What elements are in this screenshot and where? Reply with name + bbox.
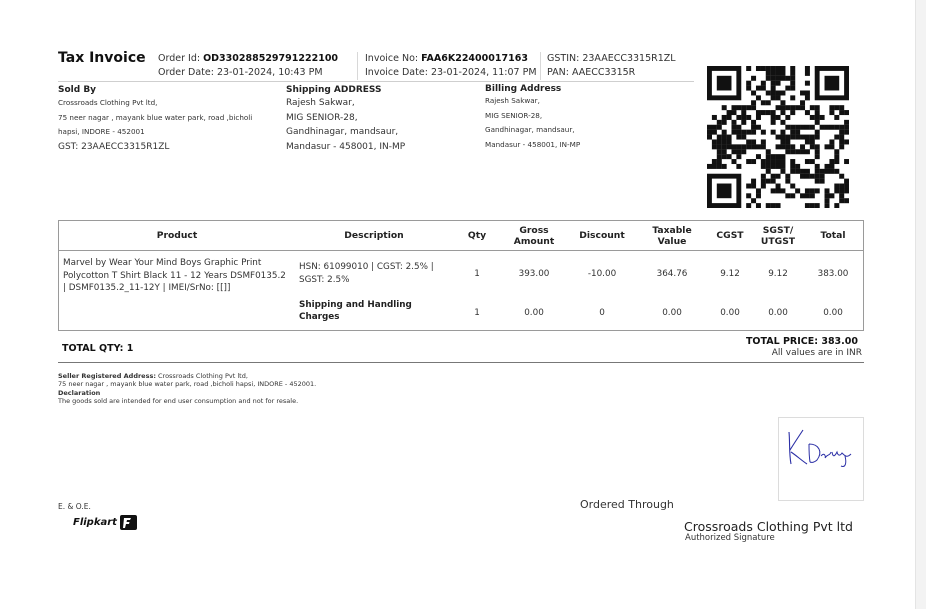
declaration-text: The goods sold are intended for end user consumption and not for resale. [58, 397, 299, 406]
ordered-through: Ordered Through [580, 498, 674, 511]
pan-label: PAN: [547, 67, 569, 78]
cell-discount: -10.00 [587, 268, 617, 279]
sold-by-line: 75 neer nagar , mayank blue water park, road ,bicholi [58, 112, 253, 122]
invoice-info [365, 52, 537, 80]
declaration-heading: Declaration [58, 388, 101, 397]
cell-total: 383.00 [817, 268, 849, 279]
sold-by-heading: Sold By [58, 85, 97, 95]
gstin-label: GSTIN: [547, 53, 580, 64]
sold-by-line: hapsi, INDORE - 452001 [58, 127, 145, 136]
col-description: Description [295, 221, 453, 251]
col-taxable: Taxable Value [637, 221, 707, 251]
flipkart-logo-icon [120, 515, 137, 530]
cell-discount: 0 [599, 307, 605, 318]
items-table [58, 220, 864, 331]
page-edge [915, 0, 926, 609]
page-title: Tax Invoice [58, 50, 146, 66]
billing-line: Rajesh Sakwar, [485, 96, 540, 105]
cell-description: HSN: 61099010 | CGST: 2.5% | SGST: 2.5% [299, 262, 434, 285]
seller-registered-block [58, 372, 316, 406]
seller-reg-line2: 75 neer nagar , mayank blue water park, road ,bicholi hapsi, INDORE - 452001. [58, 380, 317, 389]
cell-gross: 393.00 [518, 268, 550, 279]
sold-by-gst: GST: 23AAECC3315R1ZL [58, 141, 170, 152]
cell-taxable: 0.00 [662, 307, 682, 318]
signature-icon [779, 418, 863, 500]
order-date: 23-01-2024, 10:43 PM [216, 67, 323, 78]
sold-by-block [58, 85, 252, 154]
order-id-label: Order Id: [158, 53, 201, 64]
cell-cgst: 9.12 [720, 268, 740, 279]
col-product: Product [59, 221, 296, 251]
sold-by-line: Crossroads Clothing Pvt ltd, [58, 98, 158, 107]
totals-rule [58, 362, 864, 363]
company-name: Crossroads Clothing Pvt ltd [684, 519, 853, 534]
cell-gross: 0.00 [524, 307, 544, 318]
gstin: 23AAECC3315R1ZL [582, 53, 676, 64]
shipping-line: Gandhinagar, mandsaur, [286, 127, 399, 137]
total-price: TOTAL PRICE: 383.00 [745, 336, 858, 347]
cell-taxable: 364.76 [656, 268, 688, 279]
cell-total: 0.00 [823, 307, 843, 318]
billing-line: MIG SENIOR-28, [485, 110, 543, 120]
divider [357, 52, 358, 80]
billing-heading: Billing Address [485, 84, 562, 94]
invoice-date-label: Invoice Date: [365, 67, 428, 78]
gst-info [547, 52, 676, 80]
billing-line: Mandasur - 458001, IN-MP [485, 139, 581, 149]
shipping-line: Mandasur - 458001, IN-MP [286, 141, 406, 152]
eoe-text: E. & O.E. [58, 502, 91, 511]
total-qty: TOTAL QTY: 1 [62, 343, 134, 354]
billing-line: Gandhinagar, mandsaur, [485, 125, 575, 134]
cell-product [59, 297, 296, 331]
cell-cgst: 0.00 [720, 307, 740, 318]
cell-qty: 1 [474, 268, 480, 279]
col-qty: Qty [453, 221, 501, 251]
seller-reg-line1: Crossroads Clothing Pvt ltd, [158, 372, 248, 380]
billing-block [485, 84, 580, 152]
cell-description: Shipping and Handling Charges [299, 299, 412, 322]
table-row [59, 297, 864, 331]
pan: AAECC3315R [571, 67, 636, 78]
shipping-heading: Shipping ADDRESS [286, 85, 382, 95]
currency-note: All values are in INR [771, 348, 862, 358]
order-info [158, 52, 338, 80]
cell-sgst: 0.00 [768, 307, 788, 318]
shipping-line: MIG SENIOR-28, [286, 112, 358, 123]
col-total: Total [803, 221, 864, 251]
cell-sgst: 9.12 [768, 268, 788, 279]
cell-product: Marvel by Wear Your Mind Boys Graphic Print Polycotton T Shirt Black 11 - 12 Years DSMF0135.2 | DSMF0135.2_11-12Y | IMEI/SrNo: [[]] [63, 258, 286, 293]
invoice-no: FAA6K22400017163 [421, 53, 528, 64]
col-gross: Gross Amount [501, 221, 567, 251]
table-row [59, 251, 864, 297]
col-sgst: SGST/ UTGST [753, 221, 803, 251]
invoice-date: 23-01-2024, 11:07 PM [430, 67, 537, 78]
col-cgst: CGST [707, 221, 753, 251]
flipkart-logo-text: Flipkart [73, 517, 117, 528]
authorized-signature: Authorized Signature [685, 533, 775, 543]
order-id: OD330288529791222100 [203, 53, 339, 64]
order-date-label: Order Date: [158, 67, 214, 78]
seller-reg-label: Seller Registered Address: [58, 372, 156, 380]
shipping-block [286, 85, 405, 154]
signature-box [778, 417, 864, 501]
table-header-row [59, 221, 864, 251]
col-discount: Discount [567, 221, 637, 251]
invoice-no-label: Invoice No: [365, 53, 419, 64]
header-rule [58, 81, 694, 82]
shipping-line: Rajesh Sakwar, [286, 98, 355, 108]
divider [540, 52, 541, 80]
cell-qty: 1 [474, 307, 480, 318]
qr-code-icon [707, 66, 849, 208]
